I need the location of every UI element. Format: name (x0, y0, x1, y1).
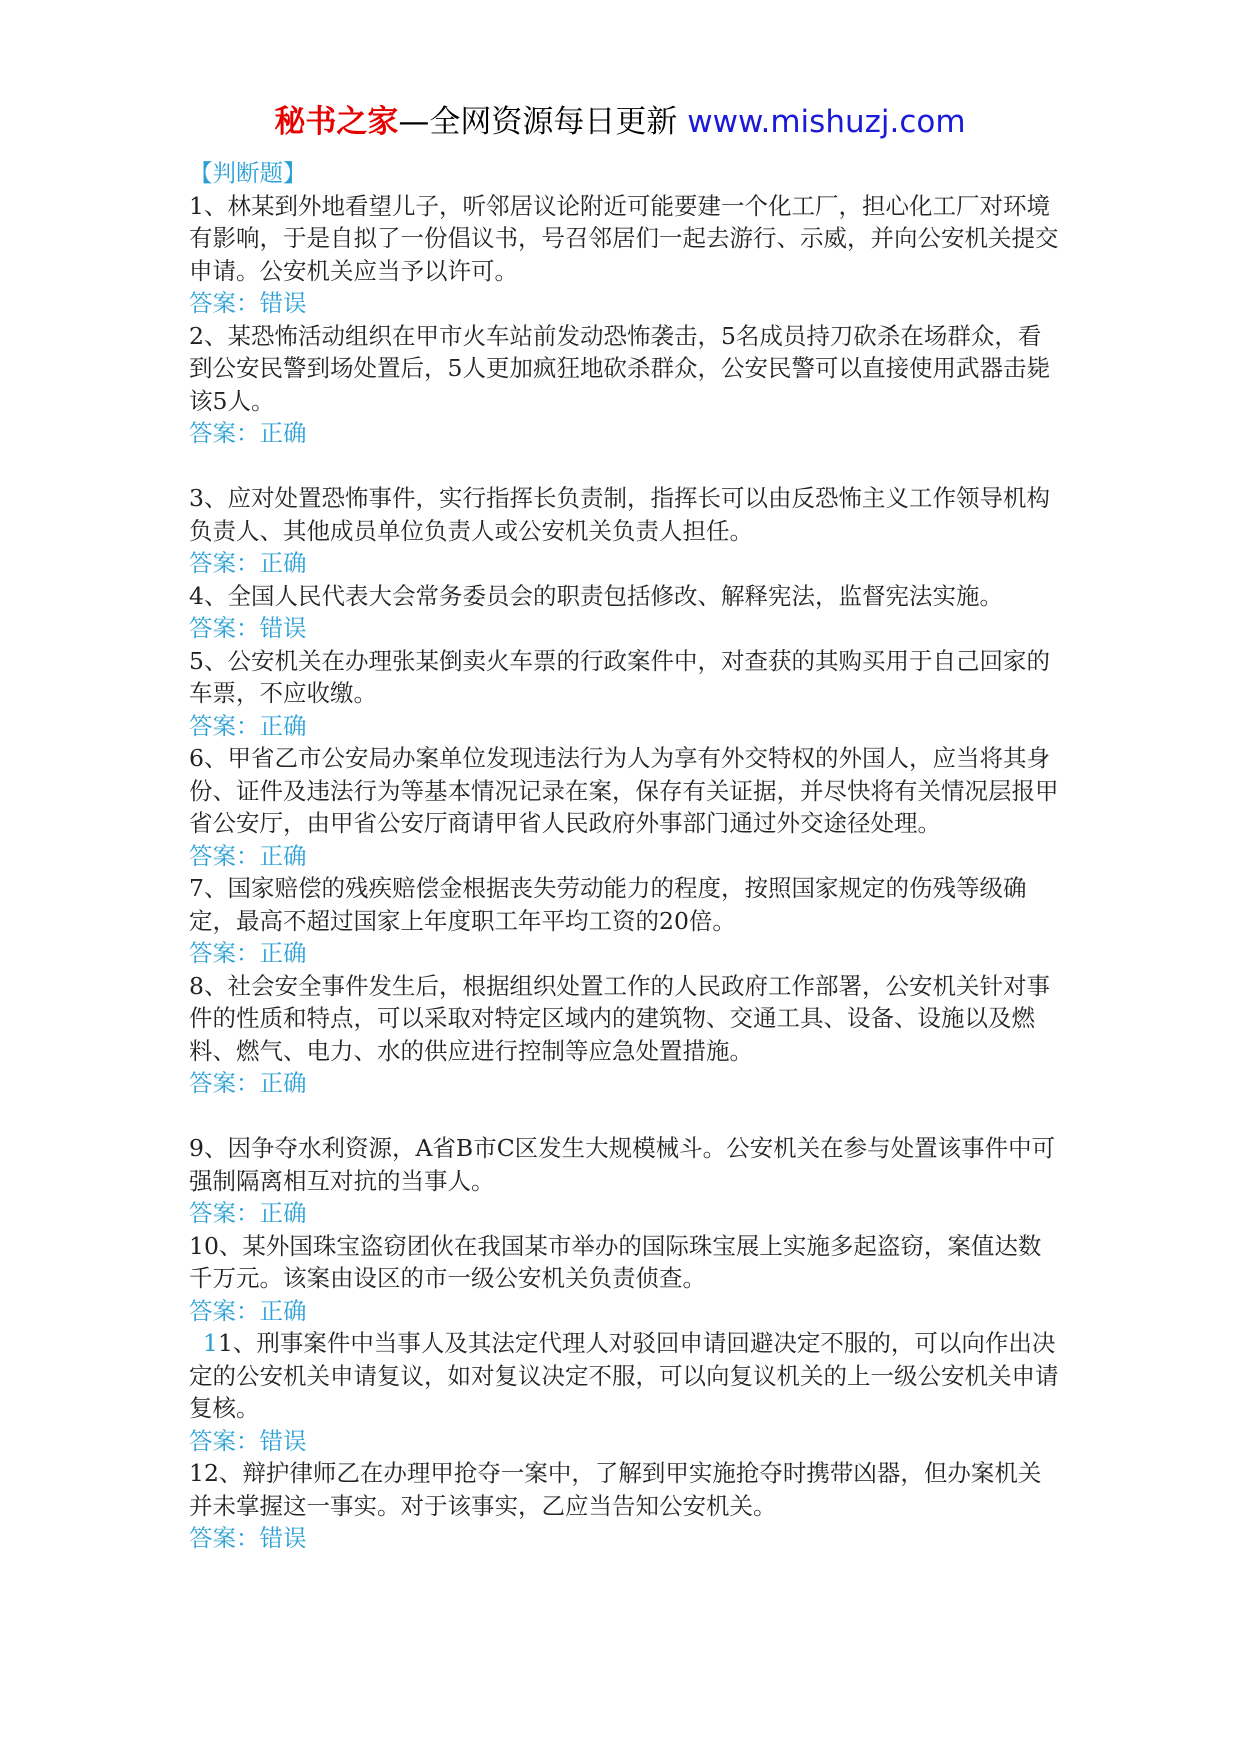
question-number: 1 (203, 1329, 218, 1357)
question-text: 7、国家赔偿的残疾赔偿金根据丧失劳动能力的程度，按照国家规定的伤残等级确定，最高不超过国家上年度职工年平均工资的20倍。 (189, 874, 1027, 935)
answer-text: 答案：正确 (189, 1199, 307, 1227)
answer-text: 答案：错误 (189, 1426, 307, 1455)
answer-text: 答案：正确 (189, 1069, 307, 1097)
answer-text: 答案：正确 (189, 841, 307, 870)
header-url-link[interactable]: www.mishuzj.com (687, 104, 966, 140)
brand-name: 秘书之家 (274, 104, 399, 140)
answer-text: 答案：正确 (189, 939, 307, 967)
question-text: 1、林某到外地看望儿子，听邻居议论附近可能要建一个化工厂，担心化工厂对环境有影响，于是自拟了一份倡议书，号召邻居们一起去游行、示威，并向公安机关提交申请。公安机关应当予以许可。 (189, 191, 1059, 285)
question-text: 2、某恐怖活动组织在甲市火车站前发动恐怖袭击，5名成员持刀砍杀在场群众，看到公安民警到场处置后，5人更加疯狂地砍杀群众，公安民警可以直接使用武器击毙该5人。 (189, 321, 1050, 415)
page-header (0, 100, 1240, 144)
answer-text: 答案：错误 (189, 614, 307, 642)
question-text: 5、公安机关在办理张某倒卖火车票的行政案件中，对查获的其购买用于自己回家的车票，不应收缴。 (189, 646, 1050, 707)
question-text: 4、全国人民代表大会常务委员会的职责包括修改、解释宪法，监督宪法实施。 (189, 581, 1003, 610)
question-list (189, 157, 1059, 1555)
header-tagline: —全网资源每日更新 (398, 104, 678, 140)
answer-text: 答案：正确 (189, 419, 307, 447)
question-text: 1、刑事案件中当事人及其法定代理人对驳回申请回避决定不服的，可以向作出决定的公安机关申请复议，如对复议决定不服，可以向复议机关的上一级公安机关申请复核。 (189, 1329, 1059, 1422)
question-text: 10、某外国珠宝盗窃团伙在我国某市举办的国际珠宝展上实施多起盗窃，案值达数千万元。该案由设区的市一级公安机关负责侦查。 (189, 1231, 1042, 1292)
question-text: 6、甲省乙市公安局办案单位发现违法行为人为享有外交特权的外国人，应当将其身份、证件及违法行为等基本情况记录在案，保存有关证据，并尽快将有关情况层报甲省公安厅，由甲省公安厅商请甲省人民政府外事部门通过外交途径处理。 (189, 744, 1059, 837)
spacer (189, 1100, 1059, 1133)
section-title: 【判断题】 (189, 159, 307, 187)
question-text: 3、应对处置恐怖事件，实行指挥长负责制，指挥长可以由反恐怖主义工作领导机构负责人、其他成员单位负责人或公安机关负责人担任。 (189, 484, 1050, 545)
answer-text: 答案：正确 (189, 549, 307, 577)
question-text: 9、因争夺水利资源，A省B市C区发生大规模械斗。公安机关在参与处置该事件中可强制隔离相互对抗的当事人。 (189, 1134, 1056, 1195)
answer-text: 答案：正确 (189, 1296, 307, 1325)
spacer (189, 450, 1059, 483)
answer-text: 答案：错误 (189, 1524, 307, 1552)
question-11 (189, 1327, 1059, 1425)
answer-text: 答案：正确 (189, 711, 307, 740)
question-text: 12、辩护律师乙在办理甲抢夺一案中，了解到甲实施抢夺时携带凶器，但办案机关并未掌握这一事实。对于该事实，乙应当告知公安机关。 (189, 1459, 1042, 1520)
answer-text: 答案：错误 (189, 289, 307, 317)
question-text: 8、社会安全事件发生后，根据组织处置工作的人民政府工作部署，公安机关针对事件的性质和特点，可以采取对特定区域内的建筑物、交通工具、设备、设施以及燃料、燃气、电力、水的供应进行控制等应急处置措施。 (189, 971, 1050, 1065)
